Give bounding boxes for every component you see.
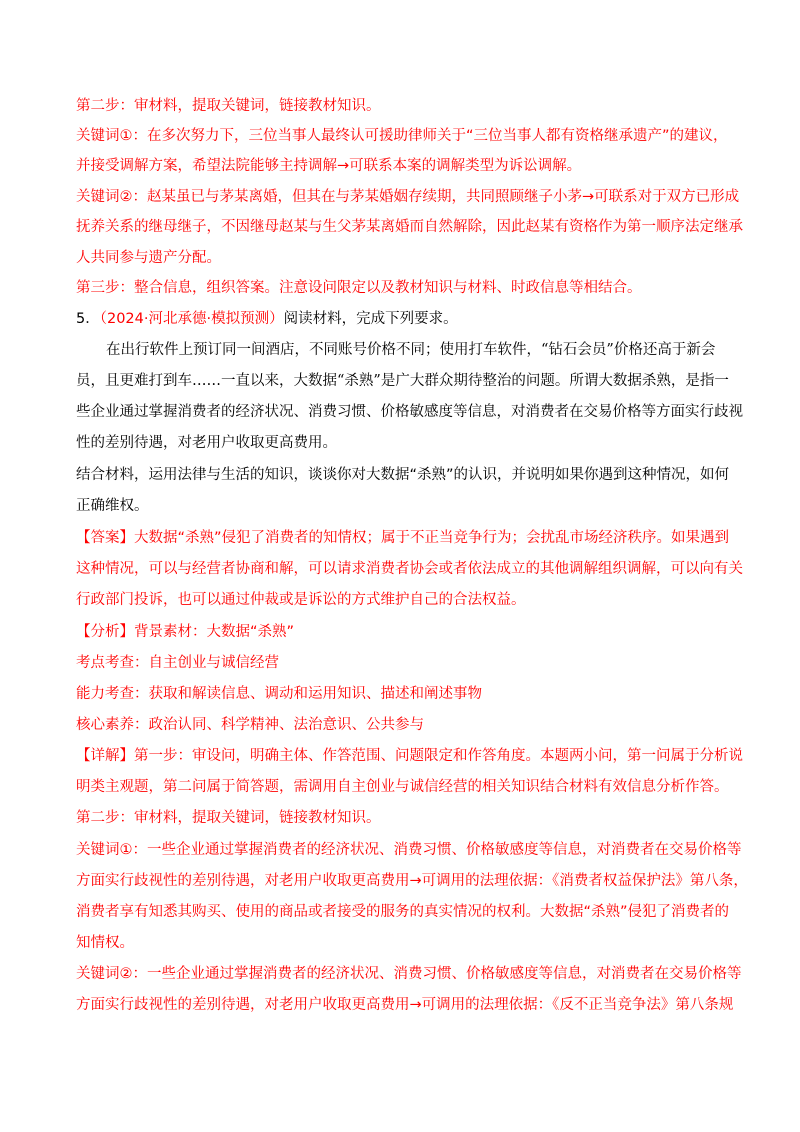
detail-keyword-one-line-1: 关键词①：一些企业通过掌握消费者的经济状况、消费习惯、价格敏感度等信息，对消费者在交易价格等 (76, 842, 742, 858)
detail-keyword-one-line-2: 方面实行歧视性的差别待遇，对老用户收取更高费用→可调用的法理依据：《消费者权益保护法》第八条， (76, 873, 748, 889)
question-5-header (76, 309, 736, 329)
step-two-heading: 第二步：审材料，提取关键词，链接教材知识。 (76, 98, 381, 114)
detail-keyword-one-line-4: 知情权。 (76, 935, 134, 951)
material-line-4: 性的差别待遇，对老用户收取更高费用。 (76, 435, 337, 451)
keyword-two-line-3: 人共同参与遗产分配。 (76, 250, 221, 266)
detail-keyword-one-line-3: 消费者享有知悉其购买、使用的商品或者接受的服务的真实情况的权利。大数据“杀熟”侵犯了消费者的 (76, 904, 730, 920)
keyword-one-line-2: 并接受调解方案，希望法院能够主持调解→可联系本案的调解类型为诉讼调解。 (76, 158, 582, 174)
analysis-core-literacy: 核心素养：政治认同、科学精神、法治意识、公共参与 (76, 717, 424, 733)
question-number: 5． (76, 311, 100, 327)
answer-line-2: 这种情况，可以与经营者协商和解，可以请求消费者协会或者依法成立的其他调解组织调解，可以向有关 (76, 561, 743, 577)
analysis-background: 【分析】背景素材：大数据“杀熟” (76, 624, 295, 640)
detail-step-one-line-1: 【详解】第一步：审设问，明确主体、作答范围、问题限定和作答角度。本题两小问，第一问属于分析说 (76, 748, 743, 764)
analysis-ability: 能力考查：获取和解读信息、调动和运用知识、描述和阐述事物 (76, 686, 482, 702)
keyword-one-line-1: 关键词①：在多次努力下，三位当事人最终认可援助律师关于“三位当事人都有资格继承遗产”的建议， (76, 128, 728, 144)
step-three-heading: 第三步：整合信息，组织答案。注意设问限定以及教材知识与材料、时政信息等相结合。 (76, 280, 642, 296)
keyword-two-line-1: 关键词②：赵某虽已与茅某离婚，但其在与茅某婚姻存续期，共同照顾继子小茅→可联系对于双方已形成 (76, 189, 740, 205)
question-line-1: 结合材料，运用法律与生活的知识，谈谈你对大数据“杀熟”的认识，并说明如果你遇到这种情况，如何 (76, 467, 730, 483)
analysis-knowledge-point: 考点考查：自主创业与诚信经营 (76, 655, 279, 671)
answer-line-1: 【答案】大数据“杀熟”侵犯了消费者的知情权；属于不正当竞争行为；会扰乱市场经济秩序。如果遇到 (76, 530, 730, 546)
question-line-2: 正确维权。 (76, 498, 149, 514)
question-prompt: 阅读材料，完成下列要求。 (283, 311, 458, 327)
material-line-2: 员，且更难打到车……一直以来，大数据“杀熟”是广大群众期待整治的问题。所谓大数据杀熟，是指一 (76, 373, 729, 389)
answer-line-3: 行政部门投诉，也可以通过仲裁或是诉讼的方式维护自己的合法权益。 (76, 592, 526, 608)
keyword-two-line-2: 抚养关系的继母继子，不因继母赵某与生父茅某离婚而自然解除，因此赵某有资格作为第一顺序法定继承 (76, 219, 743, 235)
material-line-3: 些企业通过掌握消费者的经济状况、消费习惯、价格敏感度等信息，对消费者在交易价格等方面实行歧视 (76, 404, 743, 420)
material-line-1: 在出行软件上预订同一间酒店，不同账号价格不同；使用打车软件，“钻石会员”价格还高于新会 (106, 342, 716, 358)
detail-keyword-two-line-1: 关键词②：一些企业通过掌握消费者的经济状况、消费习惯、价格敏感度等信息，对消费者在交易价格等 (76, 966, 742, 982)
detail-keyword-two-line-2: 方面实行歧视性的差别待遇，对老用户收取更高费用→可调用的法理依据：《反不正当竞争法》第八条规 (76, 997, 734, 1013)
question-source: （2024·河北承德·模拟预测） (99, 311, 284, 327)
detail-step-two-heading: 第二步：审材料，提取关键词，链接教材知识。 (76, 810, 381, 826)
detail-step-one-line-2: 明类主观题，第二问属于简答题，需调用自主创业与诚信经营的相关知识结合材料有效信息分析作答。 (76, 779, 729, 795)
